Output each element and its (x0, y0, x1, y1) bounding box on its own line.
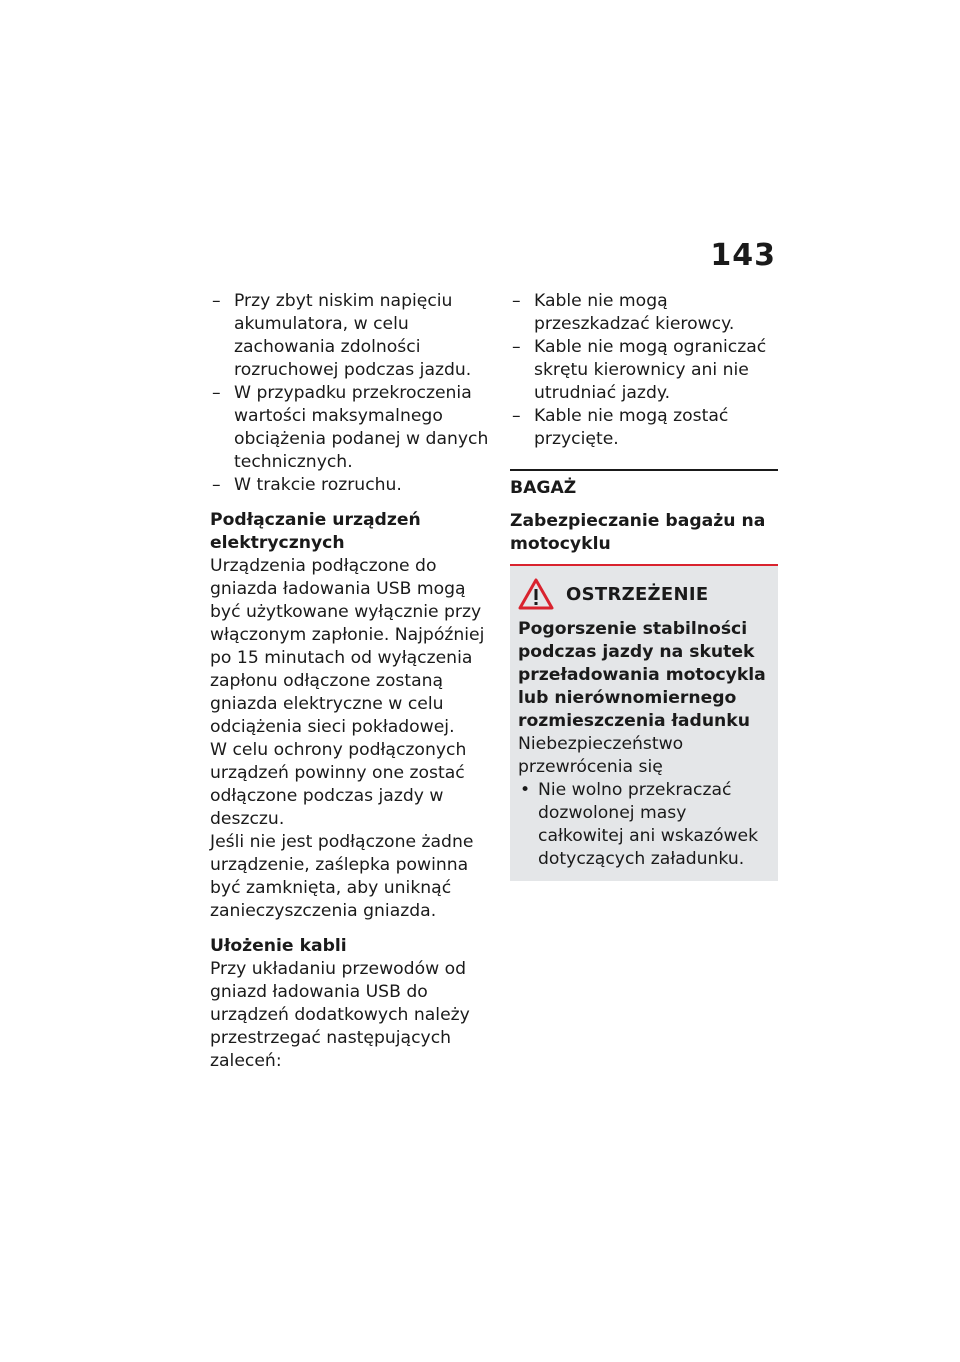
warning-actions (518, 779, 770, 871)
section-heading-electrical: Podłączanie urządzeń elektrycznych (210, 510, 421, 553)
list-item: – Przy zbyt niskim napięciu akumulatora, w celu zachowania zdolności rozruchowej podczas jazdu. (210, 290, 494, 382)
cable-rules-list (510, 290, 778, 451)
page-number: 143 (710, 238, 776, 273)
section-subtitle: Zabezpieczanie bagażu na motocyklu (510, 511, 766, 554)
left-column (210, 290, 494, 1073)
list-item: – Kable nie mogą przeszkadzać kierowcy. (510, 290, 778, 336)
section-title-luggage: BAGAŻ (510, 469, 778, 500)
warning-label: OSTRZEŻENIE (566, 583, 709, 605)
warning-consequence: Niebezpieczeństwo przewrócenia się (518, 734, 684, 777)
section-heading-cables: Ułożenie kabli (210, 936, 347, 956)
warning-box (510, 564, 778, 881)
warning-hazard: Pogorszenie stabilności podczas jazdy na skutek przeładowania motocykla lub nierównomiernego rozmieszczenia ładunku (518, 619, 766, 731)
list-item: – W przypadku przekroczenia wartości maksymalnego obciążenia podanej w danych technicznych. (210, 382, 494, 474)
warning-triangle-icon (518, 578, 554, 610)
list-item: – Kable nie mogą ograniczać skrętu kierownicy ani nie utrudniać jazdy. (510, 336, 778, 405)
paragraph: Urządzenia podłączone do gniazda ładowania USB mogą być użytkowane wyłącznie przy włączonym zapłonie. Najpóźniej po 15 minutach od wyłączenia zapłonu odłączone zostaną gniazda elektryczne w celu odciążenia sieci pokładowej. (210, 556, 485, 737)
right-column (510, 290, 778, 881)
list-item: – Kable nie mogą zostać przycięte. (510, 405, 778, 451)
warning-header (518, 578, 770, 610)
paragraph: Przy układaniu przewodów od gniazd ładowania USB do urządzeń dodatkowych należy przestrzegać następujących zaleceń: (210, 959, 470, 1071)
paragraph: Jeśli nie jest podłączone żadne urządzenie, zaślepka powinna być zamknięta, aby uniknąć zanieczyszczenia gniazda. (210, 832, 474, 921)
list-item: • Nie wolno przekraczać dozwolonej masy całkowitej ani wskazówek dotyczących załadunku. (518, 779, 770, 871)
list-item: – W trakcie rozruchu. (210, 474, 494, 497)
conditions-list (210, 290, 494, 497)
paragraph: W celu ochrony podłączonych urządzeń powinny one zostać odłączone podczas jazdy w deszczu. (210, 740, 467, 829)
